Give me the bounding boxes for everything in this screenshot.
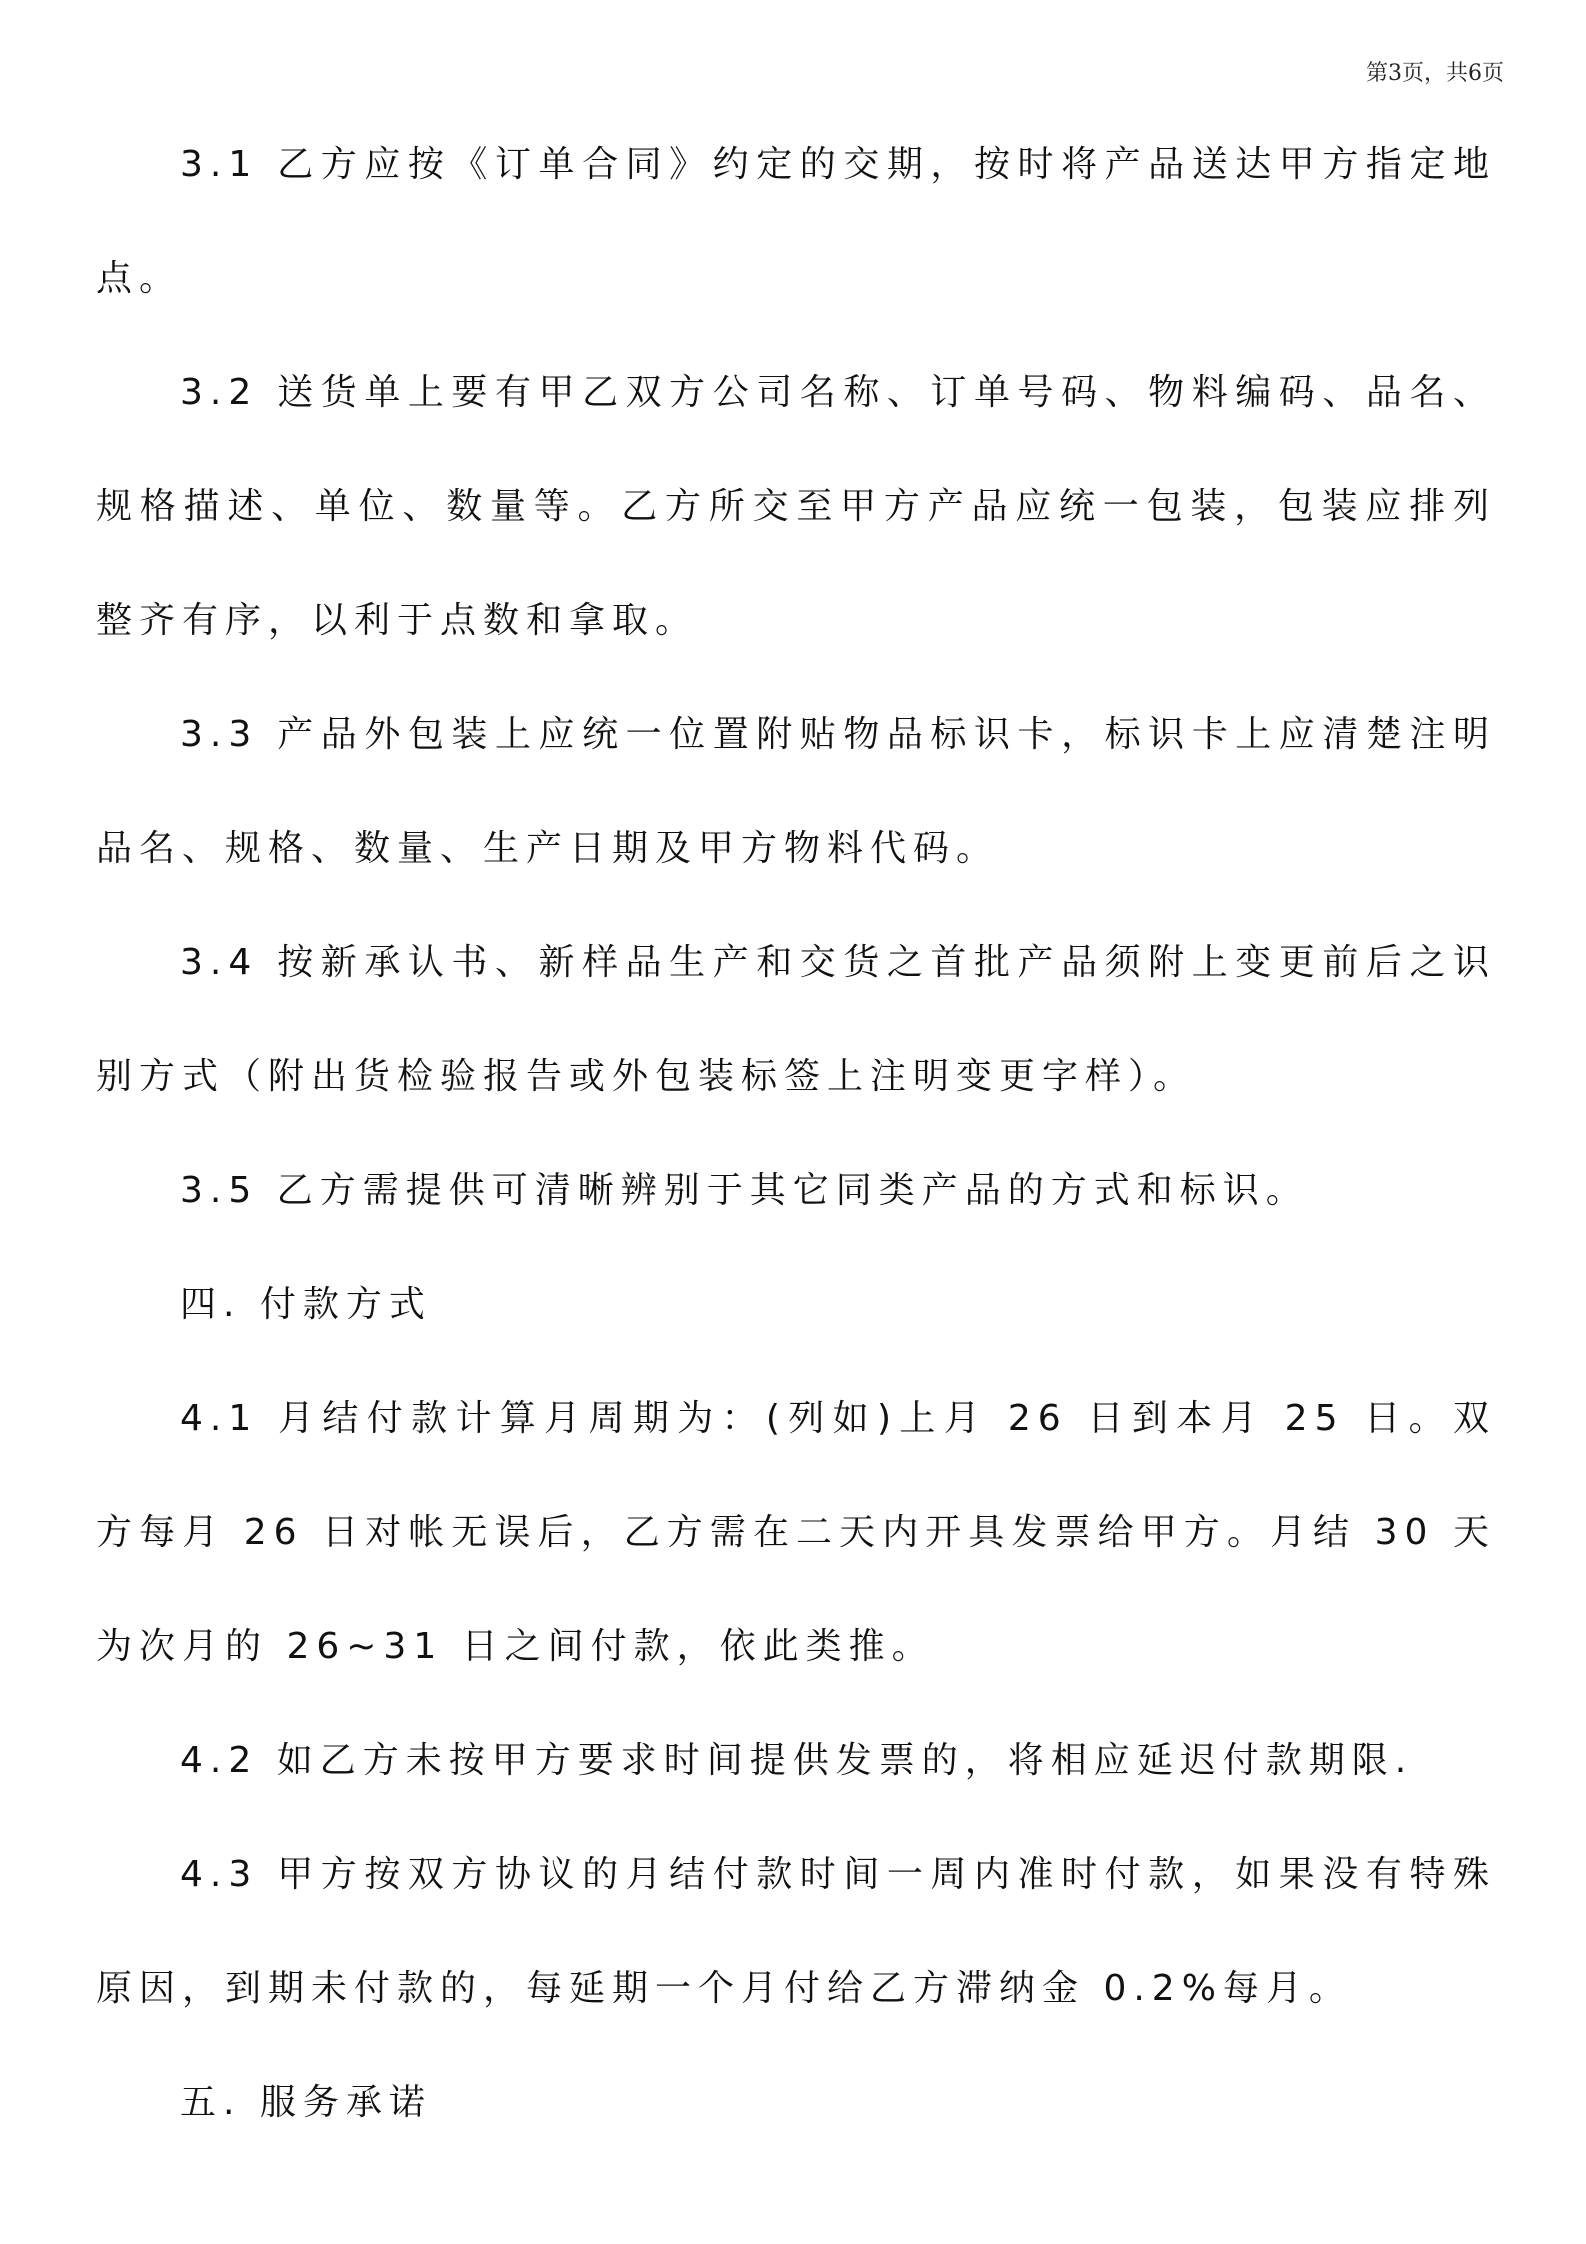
clause-4-2: 4.2 如乙方未按甲方要求时间提供发票的，将相应延迟付款期限. [180,1740,1414,1781]
clause-4-1: 4.1 月结付款计算月周期为：(列如)上月 26 日到本月 25 日。双方每月 26 日对帐无误后，乙方需在二天内开具发票给甲方。月结 30 天为次月的 26~31 日之间付款，依此类推。 [96,1398,1496,1667]
clause-4-3: 4.3 甲方按双方协议的月结付款时间一周内准时付款，如果没有特殊原因，到期未付款的，每延期一个月付给乙方滞纳金 0.2%每月。 [96,1854,1496,2009]
clause-3-3: 3.3 产品外包装上应统一位置附贴物品标识卡，标识卡上应清楚注明品名、规格、数量、生产日期及甲方物料代码。 [96,714,1496,869]
clause-3-1: 3.1 乙方应按《订单合同》约定的交期，按时将产品送达甲方指定地点。 [96,144,1496,299]
section-heading-service: 五. 服务承诺 [180,2082,432,2123]
section-heading-payment: 四. 付款方式 [180,1284,432,1325]
clause-3-2: 3.2 送货单上要有甲乙双方公司名称、订单号码、物料编码、品名、规格描述、单位、数量等。乙方所交至甲方产品应统一包装，包装应排列整齐有序，以利于点数和拿取。 [96,372,1496,641]
page-number: 第3页，共6页 [1366,61,1504,86]
clause-3-4: 3.4 按新承认书、新样品生产和交货之首批产品须附上变更前后之识别方式（附出货检验报告或外包装标签上注明变更字样）。 [96,942,1496,1097]
document-body [96,108,1496,2160]
clause-3-5: 3.5 乙方需提供可清晰辨别于其它同类产品的方式和标识。 [180,1170,1309,1211]
